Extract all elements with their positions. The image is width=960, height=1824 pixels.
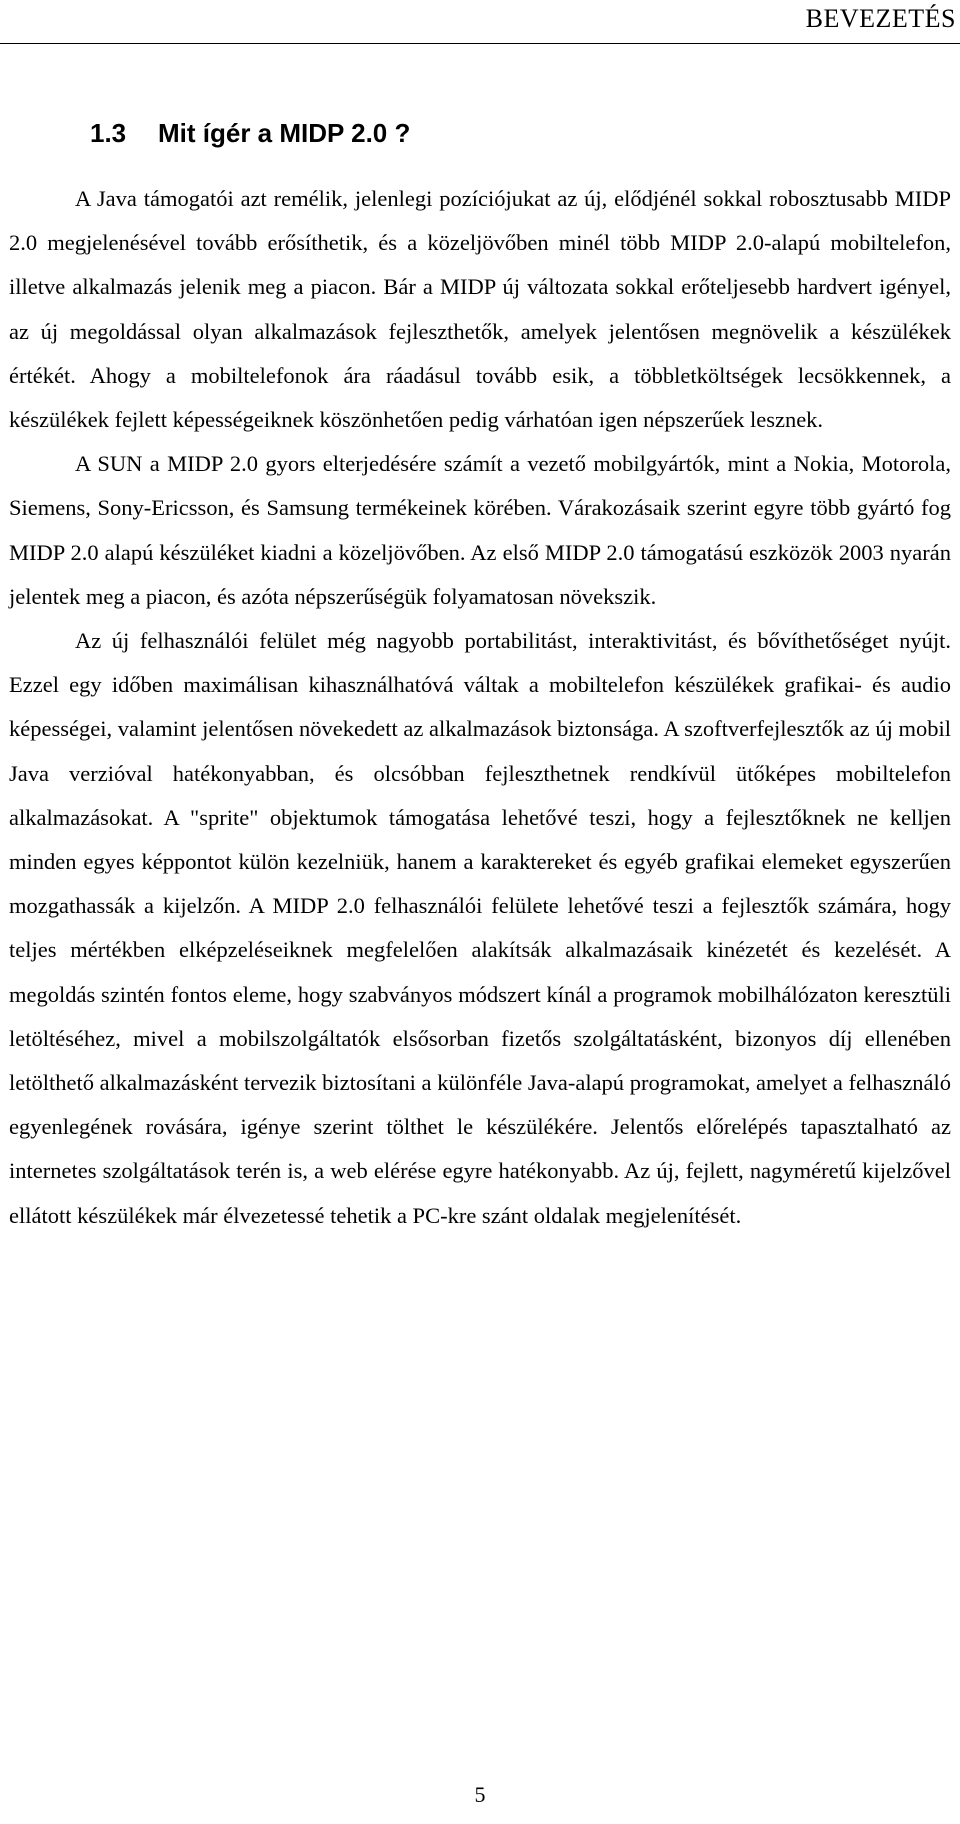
- body-text: [9, 177, 951, 1238]
- section-title-text: Mit ígér a MIDP 2.0 ?: [158, 118, 411, 148]
- page-number: 5: [474, 1782, 486, 1807]
- running-header: BEVEZETÉS: [805, 4, 956, 33]
- section-number: 1.3: [90, 118, 127, 148]
- section-heading: [90, 118, 410, 149]
- paragraph: Az új felhasználói felület még nagyobb portabilitást, interaktivitást, és bővíthetőséget nyújt. Ezzel egy időben maximálisan kihasználhatóvá váltak a mobiltelefon készülékek grafikai- és audio képességei, valamint jelentősen növekedett az alkalmazások biztonsága. A szoftverfejlesztők az új mobil Java verzióval hatékonyabban, és olcsóbban fejleszthetnek rendkívül ütőképes mobiltelefon alkalmazásokat. A "sprite" objektumok támogatása lehetővé teszi, hogy a fejlesztőknek ne kelljen minden egyes képpontot külön kezelniük, hanem a karaktereket és egyéb grafikai elemeket egyszerűen mozgathassák a kijelzőn. A MIDP 2.0 felhasználói felülete lehetővé teszi a fejlesztők számára, hogy teljes mértékben elképzeléseiknek megfelelően alakítsák alkalmazásaik kinézetét és kezelését. A megoldás szintén fontos eleme, hogy szabványos módszert kínál a programok mobilhálózaton keresztüli letöltéséhez, mivel a mobilszolgáltatók elsősorban fizetős szolgáltatásként, bizonyos díj ellenében letölthető alkalmazásként tervezik biztosítani a különféle Java-alapú programokat, amelyet a felhasználó egyenlegének rovására, igénye szerint tölthet le készülékére. Jelentős előrelépés tapasztalható az internetes szolgáltatások terén is, a web elérése egyre hatékonyabb. Az új, fejlett, nagyméretű kijelzővel ellátott készülékek már élvezetessé tehetik a PC-kre szánt oldalak megjelenítését.: [9, 628, 951, 1228]
- paragraph: A Java támogatói azt remélik, jelenlegi pozíciójukat az új, elődjénél sokkal robosztusabb MIDP 2.0 megjelenésével tovább erősíthetik, és a közeljövőben minél több MIDP 2.0-alapú mobiltelefon, illetve alkalmazás jelenik meg a piacon. Bár a MIDP új változata sokkal erőteljesebb hardvert igényel, az új megoldással olyan alkalmazások fejleszthetők, amelyek jelentősen megnövelik a készülékek értékét. Ahogy a mobiltelefonok ára ráadásul tovább esik, a többletköltségek lecsökkennek, a készülékek fejlett képességeiknek köszönhetően pedig várhatóan igen népszerűek lesznek.: [9, 186, 951, 433]
- paragraph: A SUN a MIDP 2.0 gyors elterjedésére számít a vezető mobilgyártók, mint a Nokia, Motorola, Siemens, Sony-Ericsson, és Samsung termékeinek körében. Várakozásaik szerint egyre több gyártó fog MIDP 2.0 alapú készüléket kiadni a közeljövőben. Az első MIDP 2.0 támogatású eszközök 2003 nyarán jelentek meg a piacon, és azóta népszerűségük folyamatosan növekszik.: [9, 451, 951, 609]
- header-divider: [0, 43, 960, 44]
